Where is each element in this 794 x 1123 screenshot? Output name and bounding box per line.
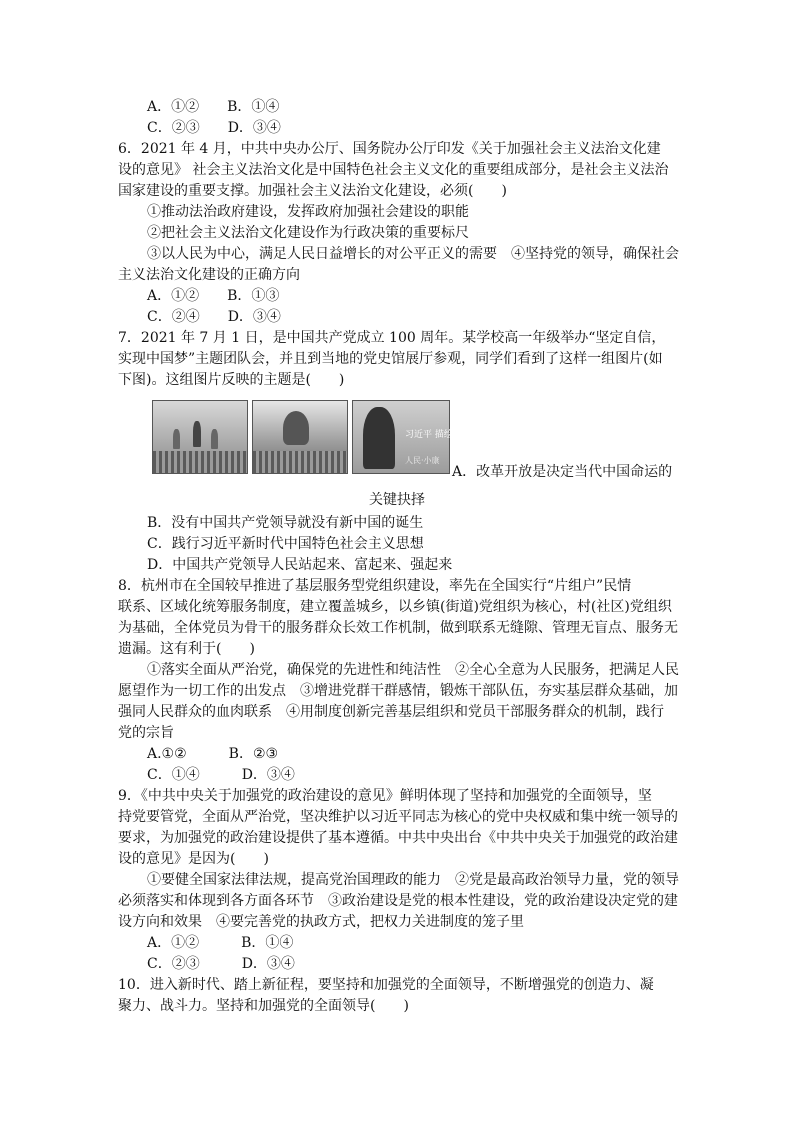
q6-options-ab: A．①② B．①③ <box>147 288 280 304</box>
photo-new-era <box>352 400 498 474</box>
q9-statement: ①要健全国家法律法规，提高党治国理政的能力 ②党是最高政治领导力量，党的领导 <box>147 872 679 888</box>
q9-stem-line: 设的意见》是因为( ) <box>118 851 269 867</box>
q8-statement: ①落实全面从严治党，确保党的先进性和纯洁性 ②全心全意为人民服务，把满足人民 <box>147 662 679 678</box>
photo-caption: 习近平 描绘擘画中国梦 <box>405 430 498 440</box>
figure-speaker <box>193 421 201 447</box>
q7-option-b: B．没有中国共产党领导就没有新中国的诞生 <box>147 515 424 531</box>
q7-option-d: D．中国共产党领导人民站起来、富起来、强起来 <box>147 557 453 573</box>
q9-options-ab: A．①② B．①④ <box>147 935 294 951</box>
q7-stem-line: 实现中国梦”主题团队会，并且到当地的党史馆展厅参观，同学们看到了这样一组图片(如 <box>118 351 663 367</box>
q7-stem-line: 7．2021 年 7 月 1 日，是中国共产党成立 100 周年。某学校高一年级举办“坚定自信， <box>118 330 666 346</box>
q7-option-c: C．践行习近平新时代中国特色社会主义思想 <box>147 536 424 552</box>
q8-statement: 强同人民群众的血肉联系 ④用制度创新完善基层组织和党员干部服务群众的机制，践行 <box>118 704 664 720</box>
q8-stem-line: 为基础，全体党员为骨干的服务群众长效工作机制，做到联系无缝隙、管理无盲点、服务无 <box>118 620 678 636</box>
q8-stem-line: 联系、区域化统筹服务制度，建立覆盖城乡，以乡镇(街道)党组织为核心，村(社区)党组织 <box>118 599 672 615</box>
crowd <box>153 451 247 473</box>
q8-statement: 愿望作为一切工作的出发点 ③增进党群干群感情，锻炼干部队伍，夯实基层群众基础，加 <box>118 683 678 699</box>
q9-statement: 必须落实和体现到各方面各环节 ③政治建设是党的根本性建设，党的政治建设决定党的建 <box>118 893 678 909</box>
photo-founding-ceremony <box>152 400 248 474</box>
q9-options-cd: C．②③ D．③④ <box>147 956 295 972</box>
photo-reform-era <box>252 400 348 474</box>
q7-option-a-cont: 关键抉择 <box>369 492 425 508</box>
q10-stem-line: 聚力、战斗力。坚持和加强党的全面领导( ) <box>118 998 409 1014</box>
q6-statement: ③以人民为中心，满足人民日益增长的对公平正义的需要 ④坚持党的领导，确保社会 <box>147 246 679 262</box>
q8-statement: 党的宗旨 <box>118 725 174 741</box>
q8-options-cd: C．①④ D．③④ <box>147 767 295 783</box>
q6-stem-line: 6．2021 年 4 月，中共中央办公厅、国务院办公厅印发《关于加强社会主义法治文化建 <box>118 141 661 157</box>
q10-stem-line: 10．进入新时代、踏上新征程，要坚持和加强党的全面领导，不断增强党的创造力、凝 <box>118 977 654 993</box>
q6-statement: ①推动法治政府建设，发挥政府加强社会建设的职能 <box>147 204 469 220</box>
q6-options-cd: C．②④ D．③④ <box>147 309 281 325</box>
photo-subcaption: 人民·小康 <box>405 456 440 465</box>
q6-stem-line: 设的意见》 社会主义法治文化是中国特色社会主义文化的重要组成部分，是社会主义法治 <box>118 162 669 178</box>
q9-stem-line: 要求，为加强党的政治建设提供了基本遵循。中共中央出台《中共中央关于加强党的政治建 <box>118 830 678 846</box>
q9-stem-line: 持党要管党，全面从严治党，坚决维护以习近平同志为核心的党中央权威和集中统一领导的 <box>118 809 678 825</box>
q9-statement: 设方向和效果 ④要完善党的执政方式，把权力关进制度的笼子里 <box>118 914 524 930</box>
q8-options-ab: A.①② B．②③ <box>147 746 279 762</box>
q6-stem-line: 国家建设的重要支撑。加强社会主义法治文化建设，必须( ) <box>118 183 507 199</box>
q7-option-a: A．改革开放是决定当代中国命运的 <box>452 464 673 480</box>
portrait <box>363 407 395 469</box>
q8-stem-line: 遗漏。这有利于( ) <box>118 641 255 657</box>
crowd <box>253 451 347 473</box>
figure <box>173 429 180 449</box>
q6-statement: 主义法治文化建设的正确方向 <box>118 267 300 283</box>
q9-stem-line: 9．《中共中央关于加强党的政治建设的意见》鲜明体现了坚持和加强党的全面领导，坚 <box>118 788 652 804</box>
q7-stem-line: 下图)。这组图片反映的主题是( ) <box>118 372 345 388</box>
portrait <box>283 411 309 445</box>
q8-stem-line: 8．杭州市在全国较早推进了基层服务型党组织建设，率先在全国实行“片组户”民情 <box>118 578 632 594</box>
figure <box>211 429 218 449</box>
q6-statement: ②把社会主义法治文化建设作为行政决策的重要标尺 <box>147 225 469 241</box>
q5-options-cd: C．②③ D．③④ <box>147 120 281 136</box>
q5-options-ab: A．①② B．①④ <box>147 99 280 115</box>
